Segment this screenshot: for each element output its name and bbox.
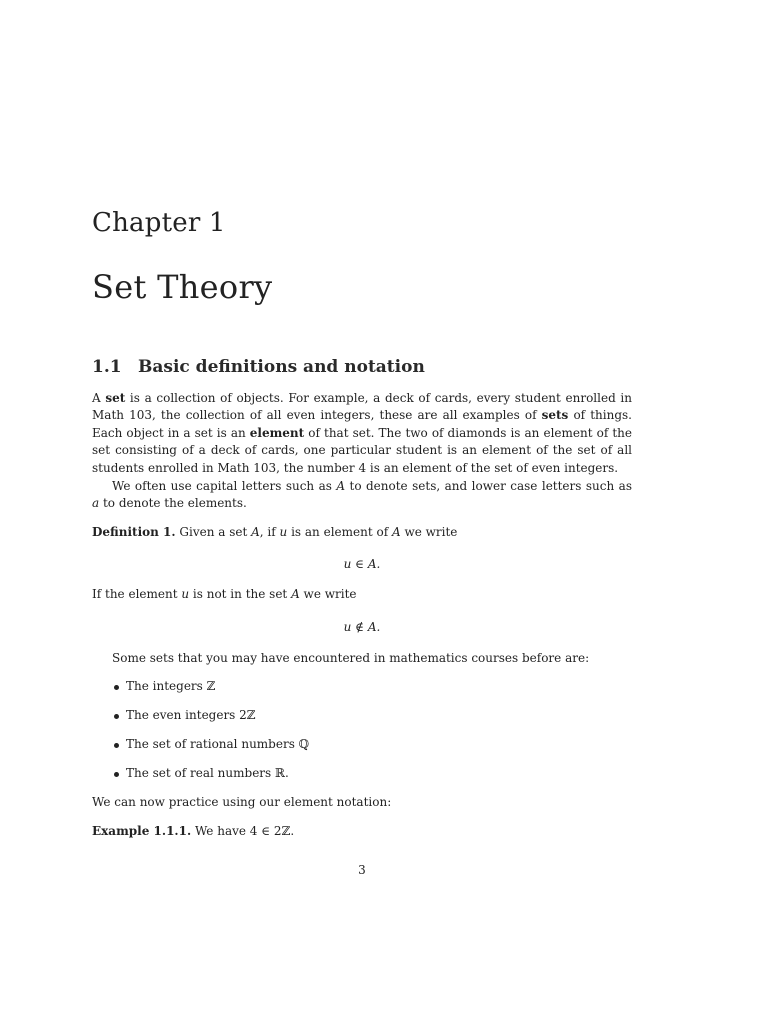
text-run: of things. Each object in a set is an [92,408,632,440]
bullet-icon [114,685,119,690]
section-number: 1.1 [92,357,122,377]
text-run: is a collection of objects. For example, a deck of cards, every student enrolled in Math 103, the collection of all even integers, these are all examples of [92,391,632,423]
math-var: A [291,587,300,601]
chapter-label: Chapter 1 [92,208,226,238]
text-run: A [92,391,106,405]
term-sets: sets [541,408,569,423]
bullet-icon [114,714,119,719]
paragraph-practice: We can now practice using our element notation: [92,795,392,809]
sets-list [92,678,632,794]
term-set: set [105,391,126,405]
list-item [92,765,632,794]
text-run: Given a set [175,525,252,539]
text-run: is not in the set [189,587,292,601]
math-var: A [391,525,401,539]
definition-block [92,524,632,541]
text-run: we write [400,525,458,539]
example-label: Example 1.1.1. [92,824,192,838]
text-run: , if [259,525,280,539]
math-var: A [251,525,260,539]
text-run: of that set. The two of diamonds is an element of the set consisting of a deck of cards, one particular student is an element of the set of all students enrolled in Math 103, the number 4 is an element of the set of even integers. [92,425,632,475]
list-item-text: The set of rational numbers ℚ [126,737,310,751]
math-var: A [336,479,346,493]
text-run: to denote the elements. [99,496,247,511]
list-item-text: The even integers 2ℤ [126,708,256,722]
paragraph-intro-sets: Some sets that you may have encountered in mathematics courses before are: [112,651,590,665]
text-run: to denote sets, and lower case letters such as [345,479,632,493]
bullet-icon [114,743,119,748]
example-block [92,823,632,840]
chapter-title: Set Theory [92,268,273,306]
bullet-icon [114,772,119,777]
text-run: We often use capital letters such as [112,479,337,493]
definition-label: Definition 1. [92,525,176,539]
paragraph-not-in [92,586,632,603]
section-title: Basic definitions and notation [138,357,425,377]
equation-element-of: u ∈ A. [343,557,381,571]
text-run: If the element [92,587,182,601]
math-var: a [92,496,100,511]
math-var: u [181,587,190,601]
math-var: u [279,525,288,539]
list-item-text: The integers ℤ [126,679,216,693]
list-item-text: The set of real numbers ℝ. [126,766,289,780]
section-heading [92,354,425,380]
list-item [92,678,632,707]
example-text: We have 4 ∈ 2ℤ. [191,824,295,838]
text-run: is an element of [287,525,392,539]
list-item [92,736,632,765]
paragraph-set-definition [92,390,632,477]
text-run: we write [299,587,357,601]
page-number: 3 [358,863,366,877]
equation-not-element-of: u ∉ A. [343,620,381,634]
list-item [92,707,632,736]
term-element: element [249,425,305,440]
paragraph-notation [92,478,632,513]
